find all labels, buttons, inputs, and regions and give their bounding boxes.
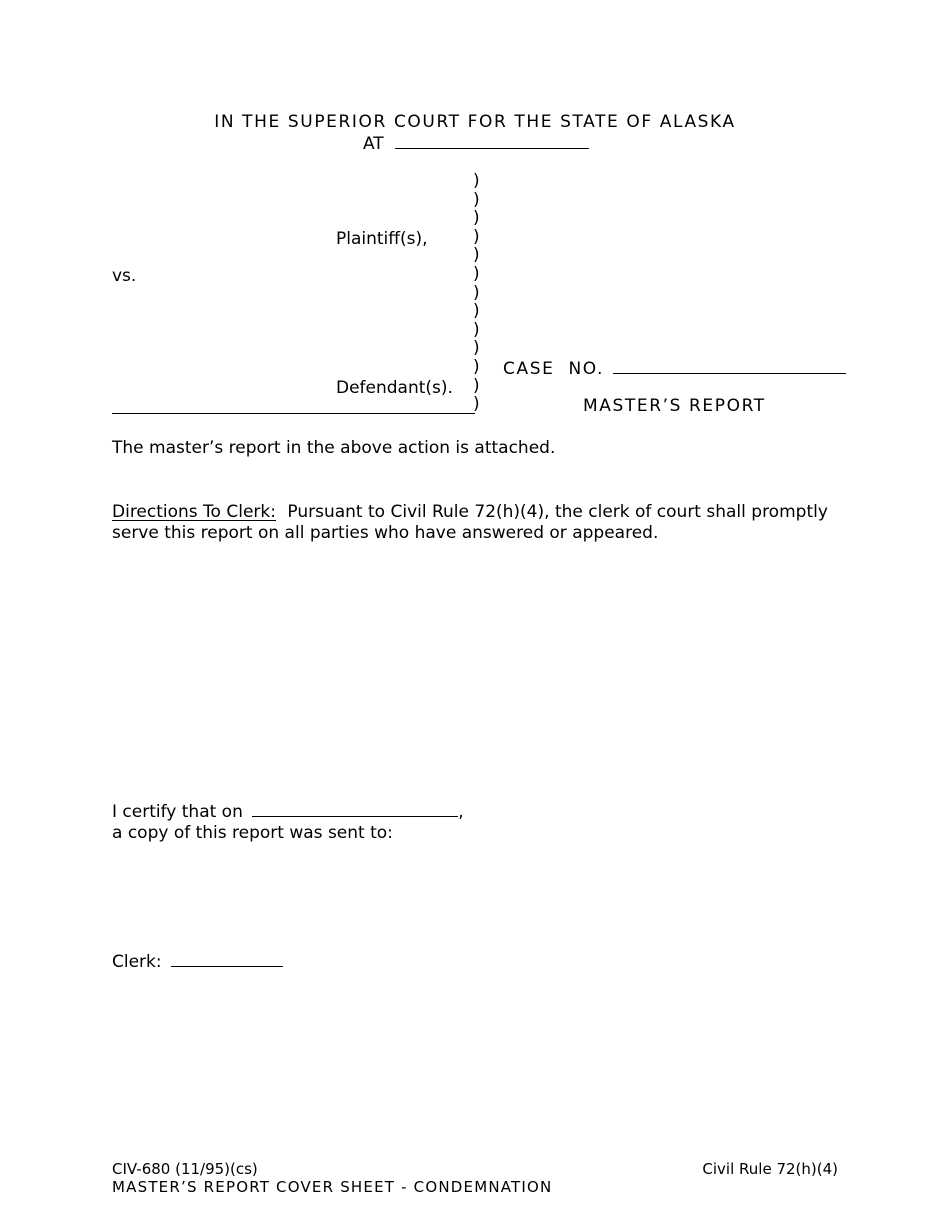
paren: ) — [473, 301, 480, 322]
case-no-field[interactable] — [613, 359, 846, 374]
defendant-label: Defendant(s). — [336, 378, 453, 398]
caption-parentheses — [473, 172, 483, 414]
paren: ) — [473, 171, 480, 191]
certify-line-2: a copy of this report was sent to: — [112, 823, 393, 843]
plaintiff-label: Plaintiff(s), — [336, 229, 428, 249]
at-label: AT — [363, 134, 384, 154]
clerk-row — [112, 952, 283, 972]
paren: ) — [473, 319, 480, 340]
report-statement: The master’s report in the above action is attached. — [112, 438, 556, 458]
paren: ) — [473, 226, 480, 247]
paren: ) — [473, 338, 480, 359]
certify-comma: , — [458, 802, 464, 822]
form-title: MASTER’S REPORT COVER SHEET - CONDEMNATION — [112, 1178, 553, 1196]
paren: ) — [473, 245, 480, 266]
certify-row — [112, 802, 464, 822]
vs-label: vs. — [112, 266, 137, 286]
paren: ) — [473, 394, 480, 415]
case-no-label: CASE NO. — [503, 359, 605, 379]
rule-reference: Civil Rule 72(h)(4) — [702, 1160, 838, 1178]
form-code: CIV-680 (11/95)(cs) — [112, 1160, 258, 1178]
directions-line-2: serve this report on all parties who have answered or appeared. — [112, 523, 659, 543]
directions-paragraph — [112, 502, 828, 522]
certify-prefix: I certify that on — [112, 802, 243, 822]
paren: ) — [473, 375, 480, 396]
clerk-label: Clerk: — [112, 952, 162, 972]
directions-label: Directions To Clerk: — [112, 502, 276, 522]
clerk-signature-field[interactable] — [171, 952, 283, 967]
paren: ) — [473, 356, 480, 377]
case-no-row — [503, 359, 846, 379]
certify-date-field[interactable] — [252, 802, 458, 817]
directions-line-1: Pursuant to Civil Rule 72(h)(4), the clerk of court shall promptly — [287, 502, 828, 522]
location-field[interactable] — [395, 134, 589, 149]
paren: ) — [473, 282, 480, 303]
at-row — [363, 134, 589, 154]
court-title: IN THE SUPERIOR COURT FOR THE STATE OF ALASKA — [214, 112, 736, 132]
paren: ) — [473, 189, 480, 210]
paren: ) — [473, 263, 480, 284]
caption-bottom-rule — [112, 413, 475, 414]
paren: ) — [473, 208, 480, 229]
report-title: MASTER’S REPORT — [583, 396, 766, 416]
